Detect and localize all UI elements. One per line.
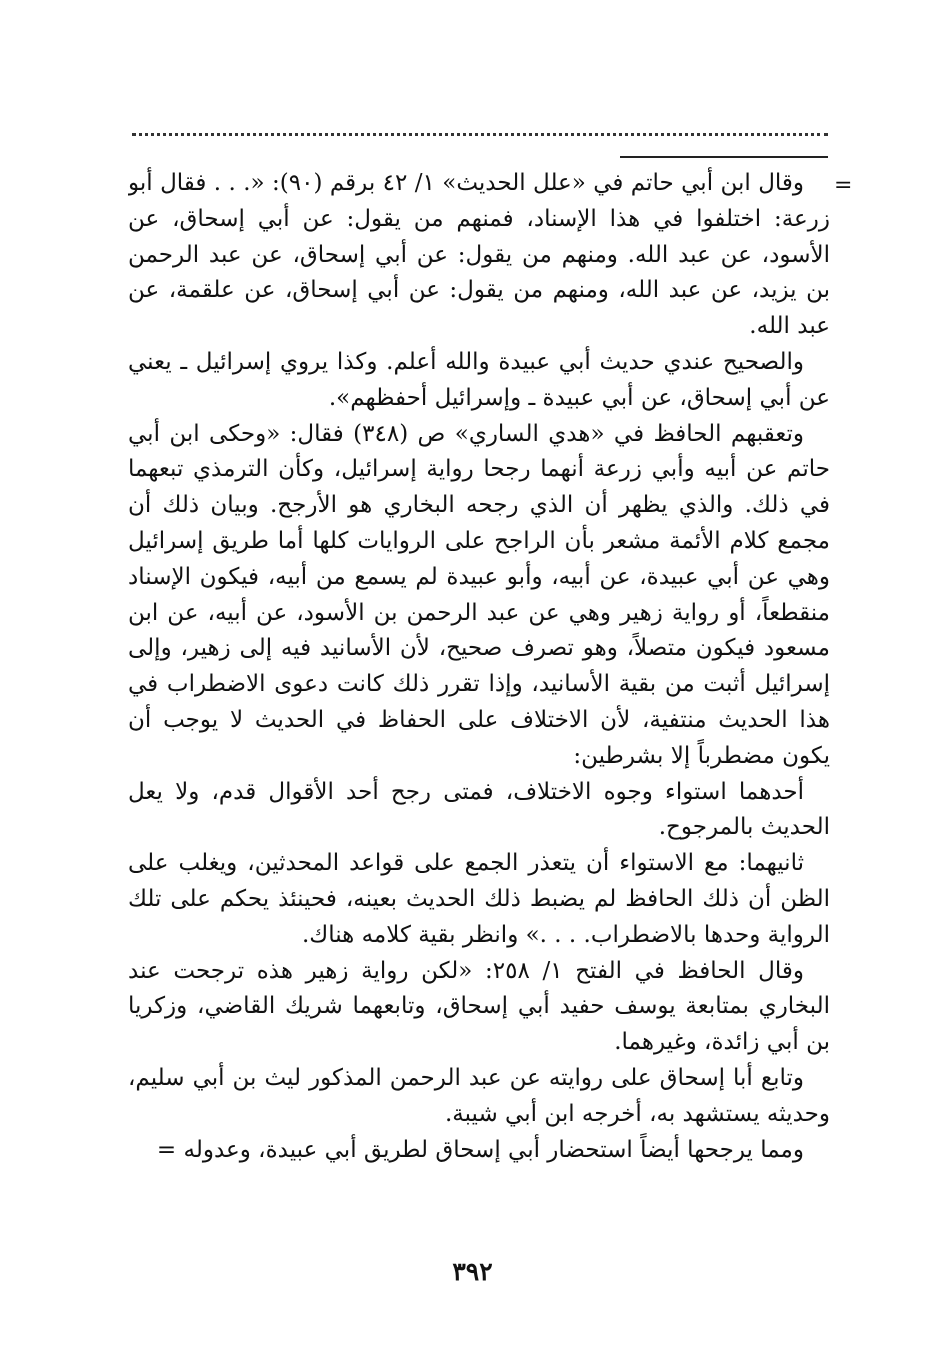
footnote-paragraph: وقال ابن أبي حاتم في «علل الحديث» ١/ ٤٢ برقم (٩٠): «. . . فقال أبو زرعة: اختلفوا في هذا الإسناد، فمنهم من يقول: عن أبي إسحاق، عن الأسود، عن عبد الله. ومنهم من يقول: عن أبي إسحاق، عن عبد الرحمن بن يزيد، عن عبد الله، ومنهم من يقول: عن أبي إسحاق، عن علقمة، عن عبد الله.	[128, 170, 830, 340]
footnote-paragraph: وتابع أبا إسحاق على روايته عن عبد الرحمن المذكور ليث بن أبي سليم، وحديثه يستشهد به، أخرجه ابن أبي شيبة.	[128, 1064, 830, 1127]
footnote-text	[128, 166, 830, 1241]
page-number: ٣٩٢	[452, 1257, 493, 1286]
footnote-paragraph: أحدهما استواء وجوه الاختلاف، فمتى رجح أحد الأقوال قدم، ولا يعل الحديث بالمرجوح.	[128, 778, 830, 841]
continuation-mark: =	[834, 173, 853, 198]
footnote-rule	[620, 156, 828, 158]
footnote-paragraph: وقال الحافظ في الفتح ١/ ٢٥٨: «لكن رواية زهير هذه ترجحت عند البخاري بمتابعة يوسف حفيد أبي إسحاق، وتابعهما شريك القاضي، وزكريا بن أبي زائدة، وغيرهما.	[128, 957, 830, 1056]
footnote-paragraph: ومما يرجحها أيضاً استحضار أبي إسحاق لطريق أبي عبيدة، وعدوله =	[156, 1136, 804, 1163]
footnote-paragraph: والصحيح عندي حديث أبي عبيدة والله أعلم. وكذا يروي إسرائيل ـ يعني عن أبي إسحاق، عن أبي عبيدة ـ وإسرائيل أحفظهم».	[128, 348, 830, 411]
footnote-paragraph: ثانيهما: مع الاستواء أن يتعذر الجمع على قواعد المحدثين، ويغلب على الظن أن ذلك الحافظ لم يضبط ذلك الحديث بعينه، فحينئذ يحكم على تلك الرواية وحدها بالاضطراب. . . .» وانظر بقية كلامه هناك.	[128, 850, 830, 948]
dotted-separator	[132, 133, 828, 136]
footnote-paragraph: وتعقبهم الحافظ في «هدي الساري» ص (٣٤٨) فقال: «وحكى ابن أبي حاتم عن أبيه وأبي زرعة أنهما رجحا رواية إسرائيل، وكأن الترمذي تبعهما في ذلك. والذي يظهر أن الذي رجحه البخاري هو الأرجح. وبيان ذلك أن مجمع كلام الأئمة مشعر بأن الراجح على الروايات كلها أما طريق إسرائيل وهي عن أبي عبيدة، عن أبيه، وأبو عبيدة لم يسمع من أبيه، فيكون الإسناد منقطعاً، أو رواية زهير وهي عن عبد الرحمن بن الأسود، عن أبيه، عن ابن مسعود فيكون متصلاً، وهو تصرف صحيح، لأن الأسانيد فيه إلى زهير، وإلى إسرائيل أثبت من بقية الأسانيد، وإذا تقرر ذلك كانت دعوى الاضطراب في هذا الحديث منتفية، لأن الاختلاف على الحفاظ في الحديث لا يوجب أن يكون مضطرباً إلا بشرطين:	[128, 420, 830, 769]
